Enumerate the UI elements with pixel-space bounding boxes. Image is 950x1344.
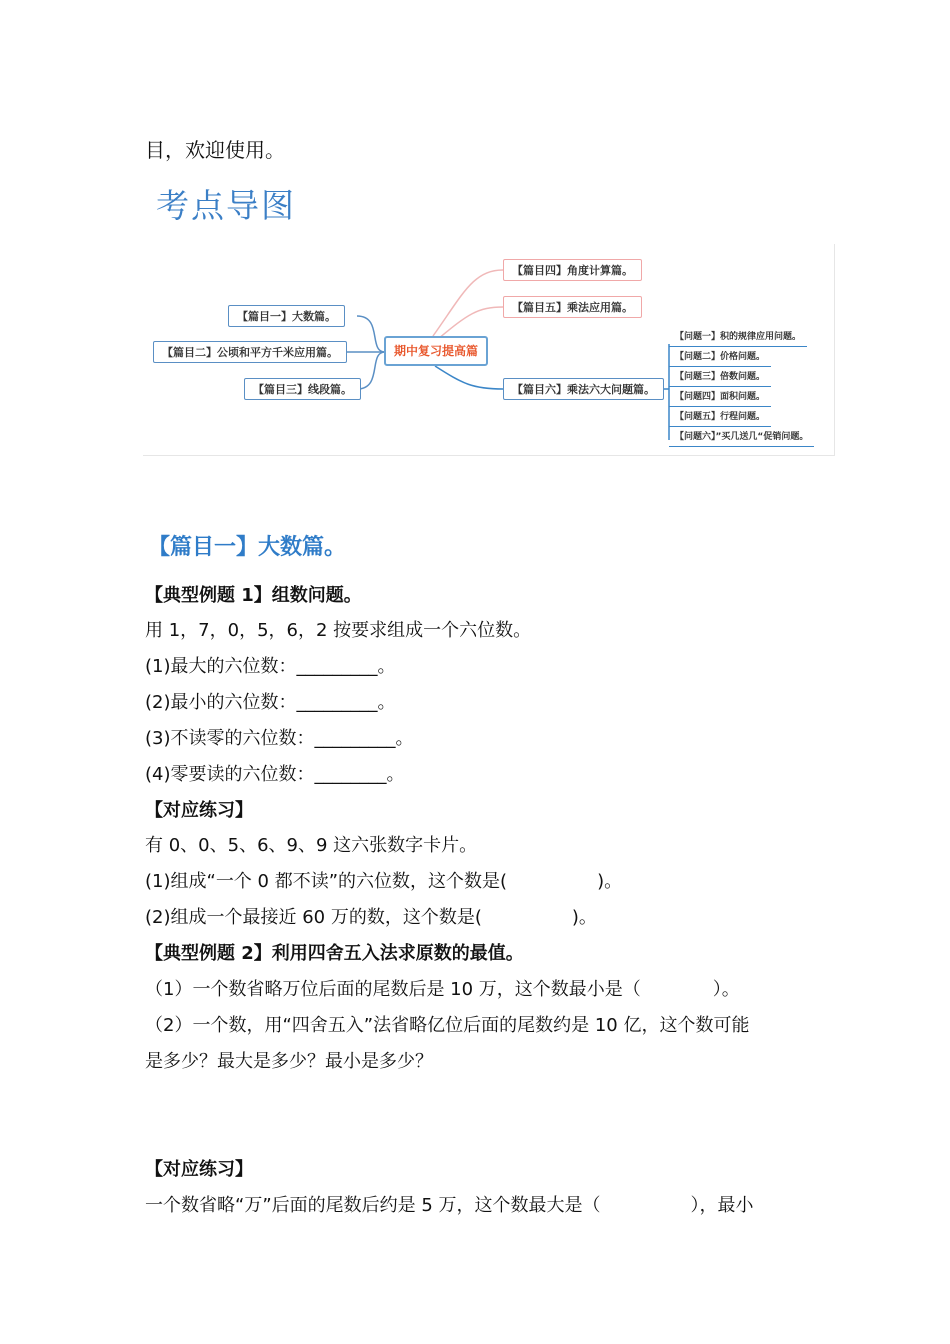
section-title: 考点导图: [156, 186, 296, 225]
connector-right-2: [438, 307, 503, 339]
sub-node-3: 【问题三】倍数问题。: [669, 369, 771, 387]
practice2-title: 【对应练习】: [145, 1159, 253, 1180]
right-node-1: 【篇目四】角度计算篇。: [503, 259, 642, 281]
mind-map: [143, 244, 835, 456]
connector-right-1: [433, 270, 503, 336]
chapter1-title: 【篇目一】大数篇。: [148, 535, 347, 560]
example2-q2-line1: （2）一个数，用“四舍五入”法省略亿位后面的尾数约是 10 亿，这个数可能: [145, 1015, 750, 1036]
left-node-1: 【篇目一】大数篇。: [228, 305, 345, 327]
sub-node-4: 【问题四】面积问题。: [669, 389, 771, 407]
connector-left-1: [357, 316, 385, 352]
example1-q3: (3)不读零的六位数：_________。: [145, 728, 414, 749]
example2-q1: （1）一个数省略万位后面的尾数后是 10 万，这个数最小是（ ）。: [145, 979, 740, 1000]
example1-q2: (2)最小的六位数：_________。: [145, 692, 396, 713]
sub-node-1: 【问题一】积的规律应用问题。: [669, 329, 807, 347]
connector-left-3: [357, 352, 385, 389]
example2-q2-line2: 是多少？最大是多少？最小是多少？: [145, 1051, 433, 1072]
right-node-3: 【篇目六】乘法六大问题篇。: [503, 378, 664, 400]
practice1-title: 【对应练习】: [145, 800, 253, 821]
practice1-q2: (2)组成一个最接近 60 万的数，这个数是( )。: [145, 907, 597, 928]
sub-node-6: 【问题六】”买几送几“促销问题。: [669, 429, 814, 447]
practice1-q1: (1)组成“一个 0 都不读”的六位数，这个数是( )。: [145, 871, 623, 892]
practice1-text: 有 0、0、5、6、9、9 这六张数字卡片。: [145, 835, 478, 856]
left-node-3: 【篇目三】线段篇。: [244, 378, 361, 400]
example1-q4: (4)零要读的六位数：________。: [145, 764, 405, 785]
left-node-2: 【篇目二】公顷和平方千米应用篇。: [153, 341, 347, 363]
sub-node-2: 【问题二】价格问题。: [669, 349, 771, 367]
example1-title: 【典型例题 1】组数问题。: [145, 585, 362, 606]
right-node-2: 【篇目五】乘法应用篇。: [503, 296, 642, 318]
example2-title: 【典型例题 2】利用四舍五入法求原数的最值。: [145, 943, 524, 964]
center-node: 期中复习提高篇: [384, 336, 488, 366]
intro-text: 目，欢迎使用。: [145, 138, 285, 162]
example1-text: 用 1，7，0，5，6，2 按要求组成一个六位数。: [145, 620, 532, 641]
sub-node-5: 【问题五】行程问题。: [669, 409, 771, 427]
connector-right-3: [435, 366, 503, 389]
example1-q1: (1)最大的六位数：_________。: [145, 656, 396, 677]
practice2-text: 一个数省略“万”后面的尾数后约是 5 万，这个数最大是（ ），最小: [145, 1195, 754, 1216]
